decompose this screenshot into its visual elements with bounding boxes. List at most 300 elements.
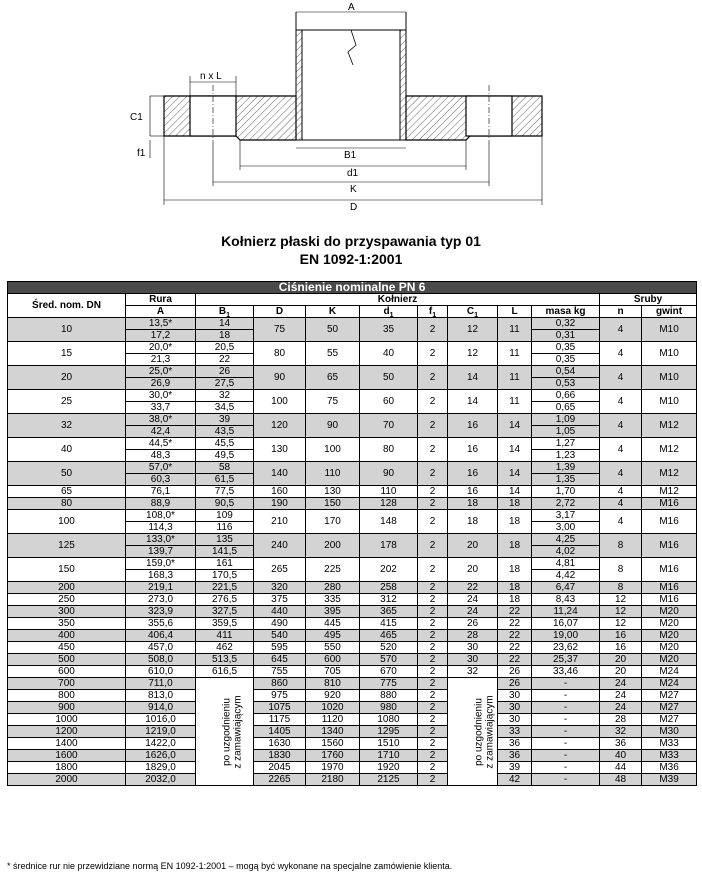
- c1-note-cell: [448, 678, 498, 786]
- table-cell: 120: [254, 414, 306, 438]
- table-cell: 6,47: [532, 582, 600, 594]
- table-cell: 4,25: [532, 534, 600, 546]
- table-cell: 0,66: [532, 390, 600, 402]
- table-cell: 128: [360, 498, 418, 510]
- table-cell: 11: [498, 318, 532, 342]
- table-row: [8, 762, 697, 774]
- table-cell: 1630: [254, 738, 306, 750]
- table-row: [8, 726, 697, 738]
- dn-cell: 40: [8, 438, 126, 462]
- table-cell: 77,5: [196, 486, 254, 498]
- table-cell: 8,43: [532, 594, 600, 606]
- table-cell: 2,72: [532, 498, 600, 510]
- table-cell: 219,1: [126, 582, 196, 594]
- table-row: [8, 738, 697, 750]
- table-cell: 178: [360, 534, 418, 558]
- table-cell: 1710: [360, 750, 418, 762]
- table-cell: 1340: [306, 726, 360, 738]
- table-row: [8, 342, 697, 354]
- table-row: [8, 642, 697, 654]
- footnote: * średnice rur nie przewidziane normą EN 1092-1:2001 – mogą być wykonane na specjalne zamówienie klienta.: [7, 861, 453, 871]
- table-cell: M16: [642, 498, 697, 510]
- table-cell: 61,5: [196, 474, 254, 486]
- table-cell: 365: [360, 606, 418, 618]
- table-cell: 570: [360, 654, 418, 666]
- table-cell: M20: [642, 618, 697, 630]
- table-cell: M16: [642, 558, 697, 582]
- table-cell: 415: [360, 618, 418, 630]
- table-cell: 406,4: [126, 630, 196, 642]
- table-cell: 1,35: [532, 474, 600, 486]
- dn-cell: 125: [8, 534, 126, 558]
- table-cell: 18: [498, 510, 532, 534]
- table-cell: 23,62: [532, 642, 600, 654]
- dn-cell: 600: [8, 666, 126, 678]
- table-cell: 12: [600, 618, 642, 630]
- flange-left: [164, 85, 296, 146]
- dn-cell: 100: [8, 510, 126, 534]
- dn-cell: 400: [8, 630, 126, 642]
- table-cell: 24: [448, 594, 498, 606]
- table-cell: 11,24: [532, 606, 600, 618]
- table-cell: 2: [418, 534, 448, 558]
- table-cell: 20: [600, 666, 642, 678]
- table-cell: -: [532, 774, 600, 786]
- table-cell: 18: [498, 558, 532, 582]
- table-cell: 34,5: [196, 402, 254, 414]
- table-cell: 17,2: [126, 330, 196, 342]
- table-cell: 16: [448, 414, 498, 438]
- table-cell: 2: [418, 774, 448, 786]
- table-cell: 1405: [254, 726, 306, 738]
- table-cell: 2: [418, 726, 448, 738]
- table-cell: 0,54: [532, 366, 600, 378]
- table-cell: 27,5: [196, 378, 254, 390]
- table-cell: 88,9: [126, 498, 196, 510]
- table-cell: 508,0: [126, 654, 196, 666]
- table-cell: 24: [600, 690, 642, 702]
- table-cell: 221,5: [196, 582, 254, 594]
- b1-note-cell: [196, 678, 254, 786]
- table-cell: 1,27: [532, 438, 600, 450]
- table-cell: 43,5: [196, 426, 254, 438]
- table-cell: 2: [418, 438, 448, 462]
- table-cell: 2: [418, 654, 448, 666]
- table-row: [8, 414, 697, 426]
- table-row: [8, 606, 697, 618]
- table-row: [8, 534, 697, 546]
- dn-cell: 450: [8, 642, 126, 654]
- table-row: [8, 498, 697, 510]
- table-cell: 55: [306, 342, 360, 366]
- table-cell: 40: [600, 750, 642, 762]
- table-cell: 30: [448, 654, 498, 666]
- table-cell: 49,5: [196, 450, 254, 462]
- table-cell: 28: [600, 714, 642, 726]
- table-row: [8, 690, 697, 702]
- table-cell: 2: [418, 606, 448, 618]
- table-cell: 1422,0: [126, 738, 196, 750]
- table-cell: 8: [600, 534, 642, 558]
- table-cell: 11: [498, 390, 532, 414]
- table-row: [8, 678, 697, 690]
- table-cell: 595: [254, 642, 306, 654]
- table-cell: 12: [600, 594, 642, 606]
- table-cell: 22: [498, 642, 532, 654]
- table-cell: 30: [498, 690, 532, 702]
- table-cell: 2: [418, 486, 448, 498]
- table-cell: 130: [306, 486, 360, 498]
- table-row: [8, 594, 697, 606]
- table-cell: 14: [448, 366, 498, 390]
- label-K: K: [350, 184, 357, 195]
- table-cell: 2: [418, 738, 448, 750]
- note-line: po uzgodnieniu: [473, 697, 485, 766]
- table-cell: 2: [418, 318, 448, 342]
- table-row: [8, 630, 697, 642]
- table-cell: 20,0*: [126, 342, 196, 354]
- table-cell: 150: [306, 498, 360, 510]
- table-cell: 36: [498, 750, 532, 762]
- table-cell: 28: [448, 630, 498, 642]
- hdr-rura: Rura: [126, 294, 196, 306]
- table-cell: 359,5: [196, 618, 254, 630]
- table-cell: 75: [306, 390, 360, 414]
- table-cell: 1120: [306, 714, 360, 726]
- table-cell: 18: [498, 594, 532, 606]
- col-A: A: [126, 306, 196, 318]
- table-cell: 30: [498, 714, 532, 726]
- table-cell: 0,31: [532, 330, 600, 342]
- table-cell: 24: [600, 678, 642, 690]
- table-cell: M33: [642, 750, 697, 762]
- table-cell: 12: [448, 318, 498, 342]
- label-f1: f1: [137, 148, 146, 159]
- table-cell: 90: [306, 414, 360, 438]
- table-cell: M16: [642, 510, 697, 534]
- table-cell: 810: [306, 678, 360, 690]
- table-cell: 20: [448, 558, 498, 582]
- table-cell: 1830: [254, 750, 306, 762]
- table-cell: M30: [642, 726, 697, 738]
- table-cell: 0,32: [532, 318, 600, 330]
- table-cell: 25,0*: [126, 366, 196, 378]
- note-line: z zamawiającym: [232, 694, 244, 769]
- table-cell: M36: [642, 762, 697, 774]
- table-cell: 1970: [306, 762, 360, 774]
- table-cell: 33: [498, 726, 532, 738]
- table-cell: 22: [498, 654, 532, 666]
- table-cell: 3,17: [532, 510, 600, 522]
- table-cell: -: [532, 738, 600, 750]
- table-cell: 11: [498, 366, 532, 390]
- table-row: [8, 750, 697, 762]
- table-cell: 168,3: [126, 570, 196, 582]
- table-cell: 114,3: [126, 522, 196, 534]
- table-cell: M16: [642, 594, 697, 606]
- table-cell: 13,5*: [126, 318, 196, 330]
- table-cell: 18: [498, 498, 532, 510]
- flange-right: [406, 85, 542, 146]
- table-cell: M12: [642, 462, 697, 486]
- table-cell: 50: [360, 366, 418, 390]
- table-cell: 161: [196, 558, 254, 570]
- table-cell: 170,5: [196, 570, 254, 582]
- table-cell: 48,3: [126, 450, 196, 462]
- table-cell: M12: [642, 486, 697, 498]
- table-cell: 1219,0: [126, 726, 196, 738]
- col-D: D: [254, 306, 306, 318]
- table-cell: 39: [196, 414, 254, 426]
- table-cell: 1175: [254, 714, 306, 726]
- table-cell: 2: [418, 762, 448, 774]
- flange-spec-table: [7, 281, 697, 786]
- table-cell: M27: [642, 690, 697, 702]
- table-cell: 2: [418, 582, 448, 594]
- label-nxL: n x L: [200, 71, 222, 82]
- table-cell: 110: [306, 462, 360, 486]
- table-cell: 520: [360, 642, 418, 654]
- table-cell: M33: [642, 738, 697, 750]
- table-cell: 44: [600, 762, 642, 774]
- table-cell: -: [532, 678, 600, 690]
- table-cell: 100: [306, 438, 360, 462]
- table-cell: 75: [254, 318, 306, 342]
- dn-cell: 32: [8, 414, 126, 438]
- table-cell: 33,7: [126, 402, 196, 414]
- dn-cell: 500: [8, 654, 126, 666]
- table-cell: 280: [306, 582, 360, 594]
- table-cell: 108,0*: [126, 510, 196, 522]
- table-cell: 35: [360, 318, 418, 342]
- col-K: K: [306, 306, 360, 318]
- hdr-sruby: Śruby: [600, 294, 697, 306]
- table-cell: 4,81: [532, 558, 600, 570]
- dn-cell: 50: [8, 462, 126, 486]
- table-row: [8, 510, 697, 522]
- table-cell: 0,35: [532, 354, 600, 366]
- table-cell: 116: [196, 522, 254, 534]
- table-cell: 36: [498, 738, 532, 750]
- table-cell: 2: [418, 558, 448, 582]
- table-cell: 14: [498, 438, 532, 462]
- table-cell: 920: [306, 690, 360, 702]
- table-cell: 540: [254, 630, 306, 642]
- dn-cell: 1400: [8, 738, 126, 750]
- table-cell: 110: [360, 486, 418, 498]
- hdr-dn: Śred. nom. DN: [8, 294, 126, 318]
- table-cell: 65: [306, 366, 360, 390]
- table-cell: 711,0: [126, 678, 196, 690]
- label-A: A: [348, 2, 355, 13]
- table-cell: 40: [360, 342, 418, 366]
- dn-cell: 65: [8, 486, 126, 498]
- table-cell: 465: [360, 630, 418, 642]
- table-row: [8, 366, 697, 378]
- table-cell: 32: [600, 726, 642, 738]
- table-cell: 16: [448, 486, 498, 498]
- table-cell: 1,05: [532, 426, 600, 438]
- table-cell: 33,46: [532, 666, 600, 678]
- table-cell: 22: [196, 354, 254, 366]
- label-B1: B1: [344, 150, 357, 161]
- pipe: [296, 12, 406, 140]
- table-cell: 22: [498, 630, 532, 642]
- flange-drawing: [0, 0, 702, 215]
- table-cell: 76,1: [126, 486, 196, 498]
- table-cell: 327,5: [196, 606, 254, 618]
- table-cell: 258: [360, 582, 418, 594]
- hdr-kolnierz: Kołnierz: [196, 294, 600, 306]
- table-cell: 4: [600, 438, 642, 462]
- table-cell: 411: [196, 630, 254, 642]
- table-cell: 355,6: [126, 618, 196, 630]
- table-cell: 159,0*: [126, 558, 196, 570]
- table-cell: 26: [196, 366, 254, 378]
- table-cell: 2: [418, 462, 448, 486]
- table-cell: M10: [642, 318, 697, 342]
- dn-cell: 2000: [8, 774, 126, 786]
- table-cell: M16: [642, 534, 697, 558]
- table-cell: 20: [600, 654, 642, 666]
- table-cell: 323,9: [126, 606, 196, 618]
- note-vertical: [222, 695, 244, 768]
- table-cell: 4: [600, 318, 642, 342]
- dn-cell: 25: [8, 390, 126, 414]
- table-cell: 14: [498, 462, 532, 486]
- table-cell: 755: [254, 666, 306, 678]
- table-cell: 26: [498, 678, 532, 690]
- table-cell: 335: [306, 594, 360, 606]
- table-row: [8, 774, 697, 786]
- table-cell: 1760: [306, 750, 360, 762]
- table-cell: 1295: [360, 726, 418, 738]
- table-cell: 4: [600, 486, 642, 498]
- table-cell: M20: [642, 606, 697, 618]
- table-cell: 18: [498, 534, 532, 558]
- table-cell: 14: [196, 318, 254, 330]
- dn-cell: 800: [8, 690, 126, 702]
- table-cell: 225: [306, 558, 360, 582]
- table-cell: 133,0*: [126, 534, 196, 546]
- table-cell: 610,0: [126, 666, 196, 678]
- table-cell: 395: [306, 606, 360, 618]
- table-cell: 60,3: [126, 474, 196, 486]
- table-cell: -: [532, 726, 600, 738]
- table-cell: 90: [360, 462, 418, 486]
- table-cell: 670: [360, 666, 418, 678]
- table-cell: 1,70: [532, 486, 600, 498]
- table-cell: 513,5: [196, 654, 254, 666]
- table-cell: 11: [498, 342, 532, 366]
- dn-cell: 10: [8, 318, 126, 342]
- table-cell: 39: [498, 762, 532, 774]
- table-cell: 210: [254, 510, 306, 534]
- table-cell: 1829,0: [126, 762, 196, 774]
- table-cell: 2: [418, 342, 448, 366]
- note-vertical: [474, 695, 496, 768]
- table-cell: M24: [642, 666, 697, 678]
- table-cell: 24: [448, 606, 498, 618]
- table-cell: 32: [448, 666, 498, 678]
- table-cell: 705: [306, 666, 360, 678]
- table-cell: 170: [306, 510, 360, 534]
- table-cell: 273,0: [126, 594, 196, 606]
- table-cell: 276,5: [196, 594, 254, 606]
- table-cell: 4,42: [532, 570, 600, 582]
- table-cell: 2: [418, 618, 448, 630]
- table-cell: 645: [254, 654, 306, 666]
- col-f1: $f_1$: [418, 306, 448, 318]
- table-cell: 1,23: [532, 450, 600, 462]
- table-cell: 22: [498, 618, 532, 630]
- col-C1: $C_1$: [448, 306, 498, 318]
- table-cell: 1920: [360, 762, 418, 774]
- table-cell: 4: [600, 366, 642, 390]
- table-cell: 616,5: [196, 666, 254, 678]
- table-cell: 130: [254, 438, 306, 462]
- table-cell: 2265: [254, 774, 306, 786]
- col-gwint: gwint: [642, 306, 697, 318]
- table-cell: 18: [196, 330, 254, 342]
- table-cell: 1016,0: [126, 714, 196, 726]
- table-cell: 2: [418, 594, 448, 606]
- table-cell: 550: [306, 642, 360, 654]
- table-cell: 457,0: [126, 642, 196, 654]
- table-cell: 880: [360, 690, 418, 702]
- table-cell: M10: [642, 366, 697, 390]
- table-cell: 20,5: [196, 342, 254, 354]
- table-cell: 2: [418, 510, 448, 534]
- table-cell: 141,5: [196, 546, 254, 558]
- dn-cell: 80: [8, 498, 126, 510]
- table-cell: 2: [418, 642, 448, 654]
- table-cell: 914,0: [126, 702, 196, 714]
- table-cell: 813,0: [126, 690, 196, 702]
- label-D: D: [350, 202, 358, 213]
- table-cell: M20: [642, 630, 697, 642]
- table-cell: M10: [642, 390, 697, 414]
- table-cell: 445: [306, 618, 360, 630]
- table-cell: 22: [498, 606, 532, 618]
- table-cell: 25,37: [532, 654, 600, 666]
- table-cell: 0,65: [532, 402, 600, 414]
- table-cell: 148: [360, 510, 418, 534]
- table-cell: 18: [448, 510, 498, 534]
- table-cell: 600: [306, 654, 360, 666]
- table-cell: 312: [360, 594, 418, 606]
- table-cell: M24: [642, 678, 697, 690]
- table-cell: M27: [642, 714, 697, 726]
- table-cell: 462: [196, 642, 254, 654]
- col-d1: $d_1$: [360, 306, 418, 318]
- table-row: [8, 714, 697, 726]
- page-subtitle: EN 1092-1:2001: [299, 251, 403, 267]
- table-cell: -: [532, 762, 600, 774]
- table-cell: 2: [418, 702, 448, 714]
- note-line: z zamawiającym: [484, 694, 496, 769]
- table-cell: 2: [418, 690, 448, 702]
- table-cell: 1,39: [532, 462, 600, 474]
- table-cell: 109: [196, 510, 254, 522]
- table-cell: 8: [600, 582, 642, 594]
- col-n: n: [600, 306, 642, 318]
- table-cell: 26: [448, 618, 498, 630]
- table-cell: 2045: [254, 762, 306, 774]
- table-cell: 1075: [254, 702, 306, 714]
- table-cell: 14: [498, 414, 532, 438]
- table-row: [8, 582, 697, 594]
